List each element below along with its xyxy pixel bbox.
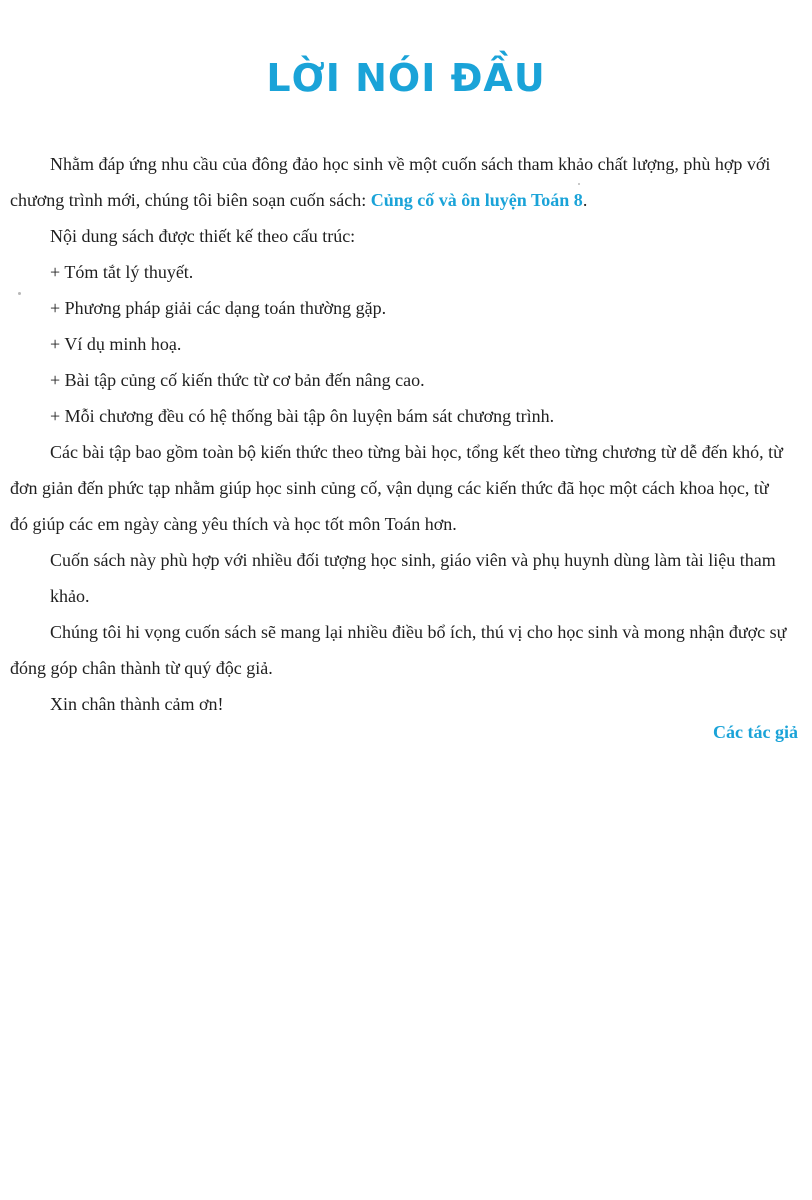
structure-intro: Nội dung sách được thiết kế theo cấu trúc:: [50, 226, 356, 246]
scan-speck: [578, 183, 580, 185]
intro-line-2: [10, 182, 802, 218]
exercises-line-3: đó giúp các em ngày càng yêu thích và học tốt môn Toán hơn.: [10, 514, 457, 534]
bullet-exercises: + Bài tập củng cố kiến thức từ cơ bản đến nâng cao.: [50, 370, 425, 390]
thanks-line: Xin chân thành cảm ơn!: [50, 694, 224, 714]
intro-text: chương trình mới, chúng tôi biên soạn cuốn sách:: [10, 190, 371, 210]
hope-line-1: Chúng tôi hi vọng cuốn sách sẽ mang lại nhiều điều bổ ích, thú vị cho học sinh và mong nhận được sự: [50, 622, 787, 642]
exercises-line-1: Các bài tập bao gồm toàn bộ kiến thức theo từng bài học, tổng kết theo từng chương từ dễ đến khó, từ: [50, 442, 783, 462]
book-title: Củng cố và ôn luyện Toán 8: [370, 190, 583, 210]
scan-speck: [18, 292, 21, 295]
audience-line: Cuốn sách này phù hợp với nhiều đối tượng học sinh, giáo viên và phụ huynh dùng làm tài liệu tham khảo.: [50, 550, 776, 606]
signature: Các tác giả: [713, 722, 798, 742]
page-title: LỜI NÓI ĐẦU: [266, 56, 546, 100]
bullet-chapter-review: + Mỗi chương đều có hệ thống bài tập ôn luyện bám sát chương trình.: [50, 406, 555, 426]
bullet-methods: + Phương pháp giải các dạng toán thường gặp.: [50, 298, 387, 318]
preface-body: [10, 146, 802, 722]
bullet-examples: + Ví dụ minh hoạ.: [50, 334, 182, 354]
hope-line-2: đóng góp chân thành từ quý độc giả.: [10, 658, 273, 678]
intro-period: .: [582, 190, 588, 210]
intro-line-1: Nhằm đáp ứng nhu cầu của đông đảo học sinh về một cuốn sách tham khảo chất lượng, phù hợp với: [50, 154, 771, 174]
bullet-theory: + Tóm tắt lý thuyết.: [50, 262, 194, 282]
exercises-line-2: đơn giản đến phức tạp nhằm giúp học sinh củng cố, vận dụng các kiến thức đã học một cách khoa học, từ: [10, 478, 769, 498]
